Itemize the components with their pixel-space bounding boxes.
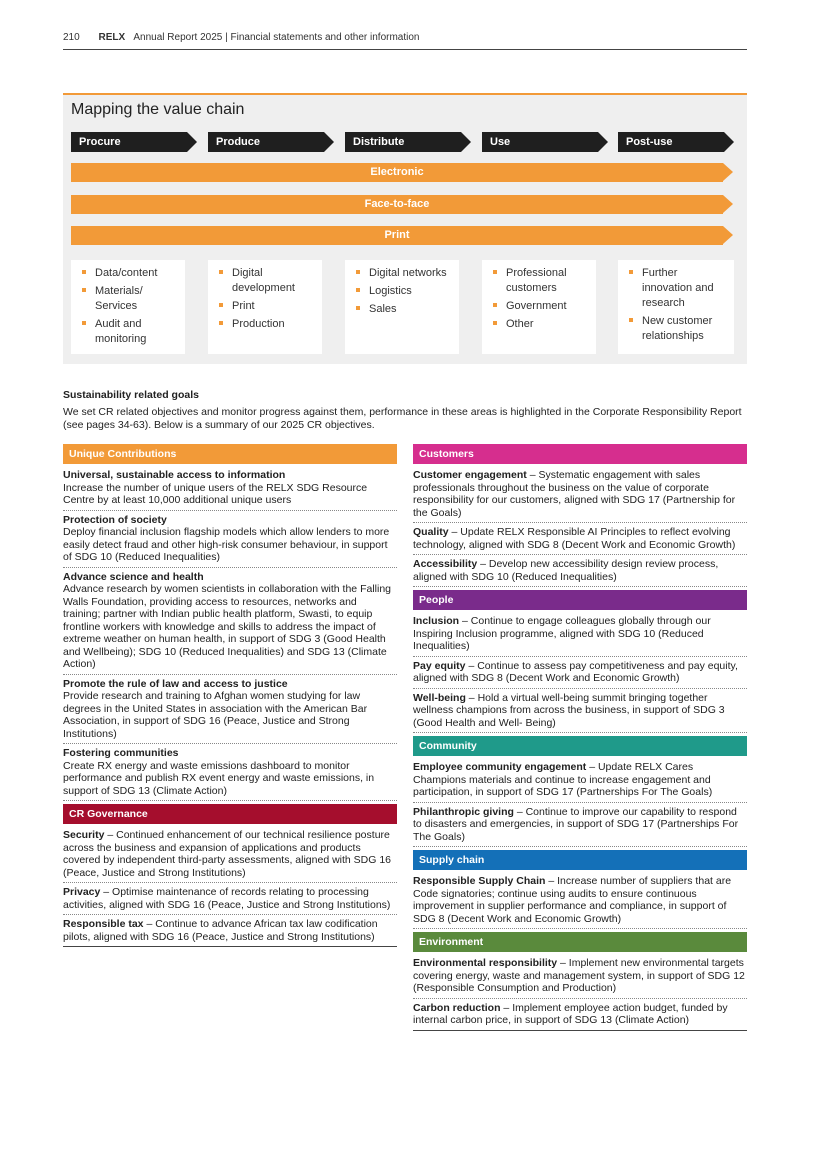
objective-title: Security (63, 829, 105, 841)
objective-title: Philanthropic giving (413, 805, 514, 818)
objective-title: Quality (413, 526, 449, 538)
list-item: New customer relationships (626, 314, 728, 344)
objective-text: – Continue to engage colleagues globally through our Inspiring Inclusion programme, aligned with SDG 10 (Reduced Inequalities) (413, 615, 711, 652)
objective-title: Universal, sustainable access to information (63, 469, 286, 481)
objective-title: Customer engagement (413, 469, 527, 481)
objective-title: Accessibility (413, 558, 478, 570)
objective-title: Fostering communities (63, 747, 179, 759)
objective-text: Deploy financial inclusion flagship models which allow lenders to more easily detect fraud and other high-risk consumer behaviour, in support of SDG 10 (Reduced Inequalities) (63, 526, 390, 563)
use-box (482, 260, 596, 354)
objective-text: – Optimise maintenance of records relating to processing activities, aligned with SDG 16 (Peace, Justice and Strong Institutions) (63, 886, 391, 911)
post-use-box (618, 260, 734, 354)
list-item: Government (490, 299, 590, 314)
objective-text: – Systematic engagement with sales professionals throughout the business on the value of corporate responsibility for our customers, aligned with SDG 17 (Partnership for the Goals) (413, 469, 736, 519)
objective-text: – Continue to improve our capability to respond to disasters and emergencies, in support of SDG 17 (Partnerships For The Goals) (413, 805, 739, 843)
objective-entry (63, 918, 397, 947)
category-header: CR Governance (63, 804, 397, 824)
objective-entry (63, 747, 397, 801)
page-number: 210 (63, 32, 80, 43)
objective-entry (413, 1002, 747, 1031)
objective-entry (63, 829, 397, 883)
objective-text: – Continued enhancement of our technical resilience posture across the business and expansion of applications and products covered by independent third-party assessments, aligned with SDG 16 (Peace, Justice and Strong Institutions) (63, 829, 392, 879)
channel-electronic: Electronic (71, 163, 723, 182)
list-item: Sales (353, 302, 453, 317)
objective-text: – Implement employee action budget, funded by internal carbon price, in support of SDG 13 (Climate Action) (413, 1001, 728, 1026)
list-item: Print (216, 299, 316, 314)
objective-text: – Update RELX Responsible AI Principles to reflect evolving technology, aligned with SDG 8 (Decent Work and Economic Growth) (413, 526, 736, 551)
objective-entry (413, 692, 747, 734)
distribute-box (345, 260, 459, 354)
objective-text: – Continue to advance African tax law codification pilots, aligned with SDG 16 (Peace, Justice and Strong Institutions) (63, 918, 378, 943)
objective-entry (413, 806, 747, 848)
objective-title: Protection of society (63, 513, 167, 526)
objective-entry (63, 886, 397, 915)
objective-entry (413, 957, 747, 999)
objective-entry (413, 526, 747, 555)
objective-entry (413, 469, 747, 523)
report-title: Annual Report 2025 | Financial statements and other information (133, 32, 420, 43)
objective-title: Environmental responsibility (413, 957, 558, 969)
category-header: Customers (413, 444, 747, 464)
channel-print: Print (71, 226, 723, 245)
list-item: Data/content (79, 266, 179, 281)
value-chain-panel (63, 93, 747, 364)
stage-procure: Procure (71, 132, 187, 152)
produce-box (208, 260, 322, 354)
category-header: Unique Contributions (63, 444, 397, 464)
objective-title: Inclusion (413, 615, 460, 627)
stage-distribute: Distribute (345, 132, 461, 152)
category-header: Supply chain (413, 850, 747, 870)
objective-text: – Develop new accessibility design review process, aligned with SDG 10 (Reduced Inequalities) (413, 558, 719, 583)
objective-entry (63, 678, 397, 745)
objective-entry (413, 558, 747, 587)
objective-title: Well-being (413, 691, 466, 704)
list-item: Professional customers (490, 266, 590, 296)
category-header: Environment (413, 932, 747, 952)
objective-title: Employee community engagement (413, 761, 587, 773)
objective-title: Pay equity (413, 659, 466, 672)
stage-post-use: Post-use (618, 132, 724, 152)
objective-text: – Implement new environmental targets covering energy, waste and management system, in support of SDG 12 (Responsible Consumption and Production) (413, 957, 745, 994)
list-item: Audit and monitoring (79, 317, 179, 347)
objective-entry (63, 469, 397, 511)
left-column (63, 444, 397, 950)
objective-title: Advance science and health (63, 570, 204, 583)
list-item: Materials/ Services (79, 284, 179, 314)
category-header: Community (413, 736, 747, 756)
objective-entry (413, 875, 747, 929)
objective-title: Responsible tax (63, 918, 144, 930)
section-title: Sustainability related goals (63, 389, 199, 401)
stage-produce: Produce (208, 132, 324, 152)
objective-entry (413, 660, 747, 689)
objective-title: Promote the rule of law and access to justice (63, 677, 288, 690)
objective-title: Privacy (63, 886, 101, 898)
list-item: Digital networks (353, 266, 453, 281)
category-header: People (413, 590, 747, 610)
objective-text: – Continue to assess pay competitiveness and pay equity, aligned with SDG 8 (Decent Work and Economic Growth) (413, 659, 738, 684)
objective-entry (413, 761, 747, 803)
page-header (63, 32, 747, 50)
objective-title: Carbon reduction (413, 1001, 501, 1014)
list-item: Digital development (216, 266, 316, 296)
section-intro: We set CR related objectives and monitor progress against them, performance in these areas is highlighted in the Corporate Responsibility Report (see pages 34-63). Below is a summary of our 2025 CR objectives. (63, 406, 742, 431)
list-item: Other (490, 317, 590, 332)
brand-name: RELX (98, 32, 126, 43)
objective-entry (63, 514, 397, 568)
procure-box (71, 260, 185, 354)
objective-title: Responsible Supply Chain (413, 875, 546, 887)
objective-text: Provide research and training to Afghan women studying for law degrees in the United States in association with the American Bar Association, in support of SDG 16 (Peace, Justice and Strong Institutions) (63, 690, 368, 740)
objective-text: – Update RELX Cares Champions materials and continue to increase engagement and participation, in support of SDG 17 (Partnerships For The Goals) (413, 761, 713, 798)
objective-entry (63, 571, 397, 675)
list-item: Production (216, 317, 316, 332)
channel-face-to-face: Face-to-face (71, 195, 723, 214)
objective-entry (413, 615, 747, 657)
objective-text: Create RX energy and waste emissions dashboard to monitor performance and publish RX event energy and waste emissions, in support of SDG 13 (Climate Action) (63, 759, 375, 797)
list-item: Further innovation and research (626, 266, 728, 311)
objective-text: Increase the number of unique users of the RELX SDG Resource Centre by at least 10,000 additional unique users (63, 481, 368, 506)
objective-text: Advance research by women scientists in collaboration with the Falling Walls Foundation, providing access to resources, networks and training; partner with Indian public health platform, Swasti, to equip frontline workers with knowledge and skills to address the impact of extreme weather on human health, in support of SDG 3 (Good Health and Wellbeing); SDG 10 (Reduced Inequalities) and SDG 13 (Climate Action) (63, 583, 391, 670)
value-chain-title: Mapping the value chain (71, 101, 245, 118)
stage-use: Use (482, 132, 598, 152)
objective-text: – Increase number of suppliers that are Code signatories; continue using audits to ensure continuous improvement in supplier performance and compliance, in support of SDG 8 (Decent Work and Economic Growth) (413, 875, 732, 925)
objective-text: – Hold a virtual well-being summit bringing together wellness champions from across the business, in support of SDG 3 (Good Health and Well- Being) (413, 691, 725, 729)
right-column (413, 444, 747, 1034)
list-item: Logistics (353, 284, 453, 299)
